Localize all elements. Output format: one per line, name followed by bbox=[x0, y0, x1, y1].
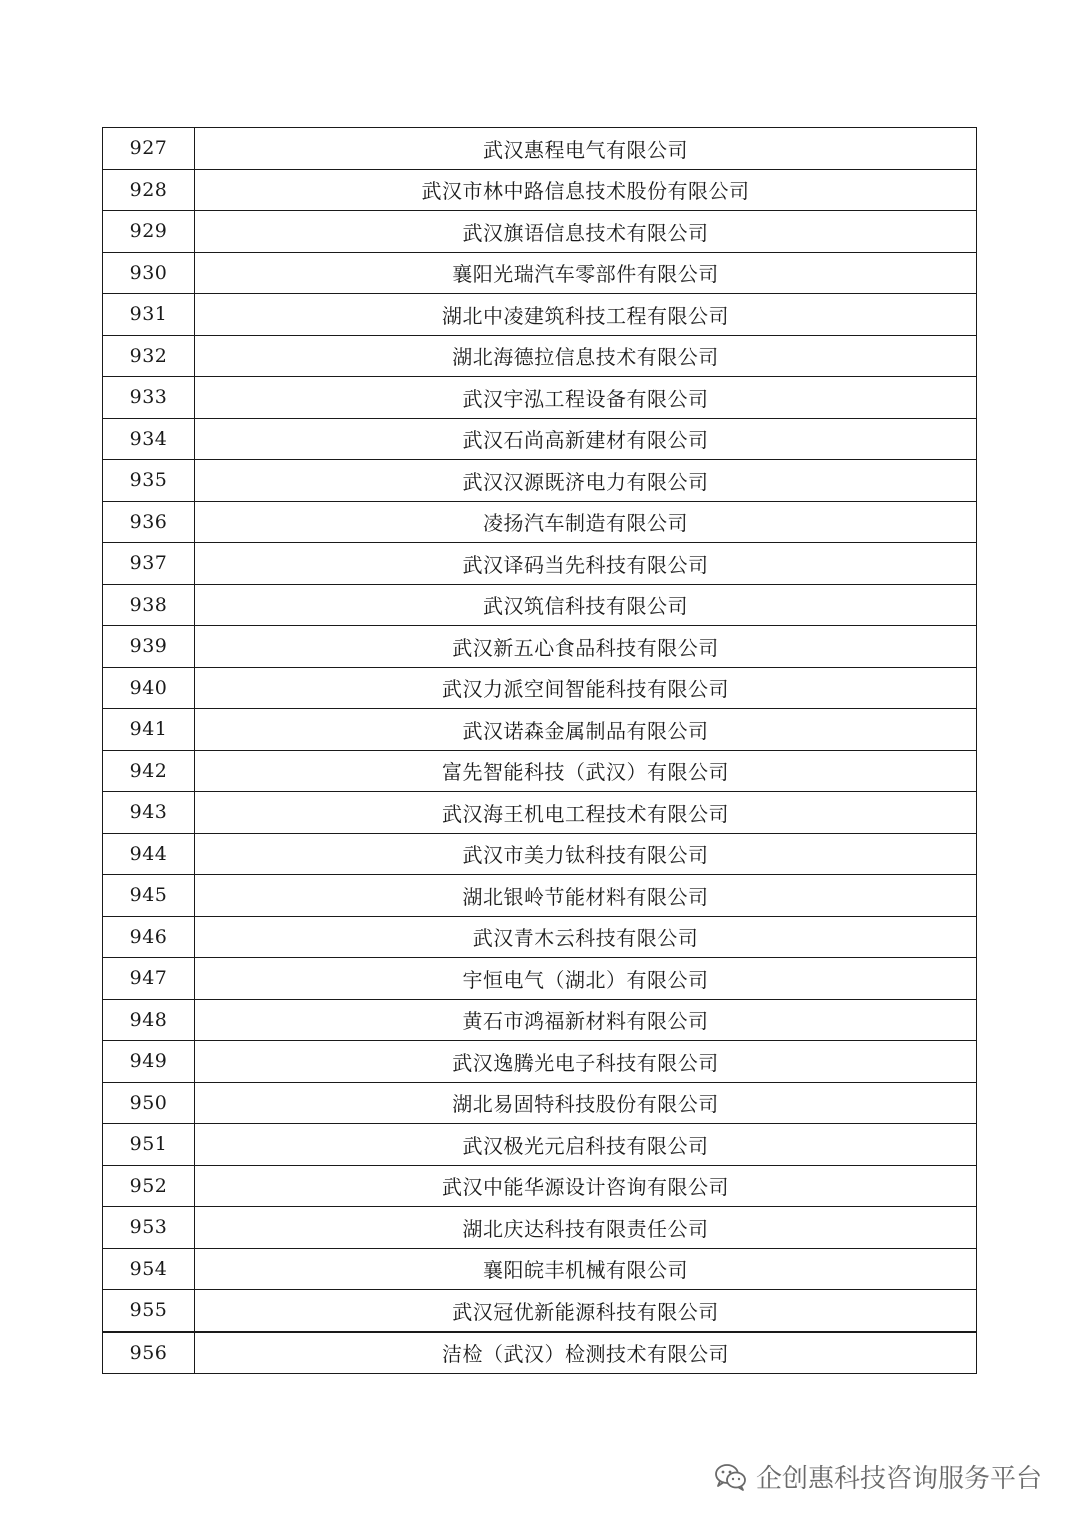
row-number: 946 bbox=[103, 916, 195, 958]
company-name: 武汉宇泓工程设备有限公司 bbox=[195, 377, 977, 419]
row-number: 928 bbox=[103, 169, 195, 211]
row-number: 930 bbox=[103, 252, 195, 294]
company-name: 武汉逸腾光电子科技有限公司 bbox=[195, 1041, 977, 1083]
table-row bbox=[103, 667, 977, 709]
company-name: 武汉惠程电气有限公司 bbox=[195, 128, 977, 170]
table-row bbox=[103, 418, 977, 460]
company-name: 武汉中能华源设计咨询有限公司 bbox=[195, 1165, 977, 1207]
table-row bbox=[103, 833, 977, 875]
row-number: 931 bbox=[103, 294, 195, 336]
table-row bbox=[103, 626, 977, 668]
row-number: 951 bbox=[103, 1124, 195, 1166]
row-number: 932 bbox=[103, 335, 195, 377]
table-row bbox=[103, 1207, 977, 1249]
company-name: 黄石市鸿福新材料有限公司 bbox=[195, 999, 977, 1041]
company-name: 湖北庆达科技有限责任公司 bbox=[195, 1207, 977, 1249]
table-row bbox=[103, 252, 977, 294]
row-number: 929 bbox=[103, 211, 195, 253]
table-row bbox=[103, 999, 977, 1041]
row-number: 945 bbox=[103, 875, 195, 917]
table-row bbox=[103, 1332, 977, 1374]
table-row bbox=[103, 709, 977, 751]
row-number: 936 bbox=[103, 501, 195, 543]
table-row bbox=[103, 294, 977, 336]
table-row bbox=[103, 584, 977, 626]
row-number: 939 bbox=[103, 626, 195, 668]
company-name: 武汉力派空间智能科技有限公司 bbox=[195, 667, 977, 709]
table-row bbox=[103, 1124, 977, 1166]
company-name: 襄阳光瑞汽车零部件有限公司 bbox=[195, 252, 977, 294]
watermark bbox=[714, 1458, 1042, 1495]
company-name: 湖北中凌建筑科技工程有限公司 bbox=[195, 294, 977, 336]
company-name: 宇恒电气（湖北）有限公司 bbox=[195, 958, 977, 1000]
company-name: 湖北易固特科技股份有限公司 bbox=[195, 1082, 977, 1124]
company-list-table bbox=[102, 127, 977, 1374]
row-number: 933 bbox=[103, 377, 195, 419]
table-row bbox=[103, 1041, 977, 1083]
row-number: 943 bbox=[103, 792, 195, 834]
wechat-icon bbox=[714, 1462, 748, 1492]
company-name: 武汉新五心食品科技有限公司 bbox=[195, 626, 977, 668]
row-number: 937 bbox=[103, 543, 195, 585]
row-number: 944 bbox=[103, 833, 195, 875]
row-number: 952 bbox=[103, 1165, 195, 1207]
company-name: 襄阳皖丰机械有限公司 bbox=[195, 1248, 977, 1290]
row-number: 927 bbox=[103, 128, 195, 170]
table-row bbox=[103, 543, 977, 585]
company-name: 武汉旗语信息技术有限公司 bbox=[195, 211, 977, 253]
row-number: 940 bbox=[103, 667, 195, 709]
row-number: 938 bbox=[103, 584, 195, 626]
company-name: 武汉筑信科技有限公司 bbox=[195, 584, 977, 626]
company-name: 武汉诺森金属制品有限公司 bbox=[195, 709, 977, 751]
row-number: 950 bbox=[103, 1082, 195, 1124]
company-name: 武汉市林中路信息技术股份有限公司 bbox=[195, 169, 977, 211]
company-name: 富先智能科技（武汉）有限公司 bbox=[195, 750, 977, 792]
table-row bbox=[103, 1165, 977, 1207]
table-row bbox=[103, 211, 977, 253]
company-name: 武汉海王机电工程技术有限公司 bbox=[195, 792, 977, 834]
company-name: 武汉市美力钛科技有限公司 bbox=[195, 833, 977, 875]
table-row bbox=[103, 1082, 977, 1124]
company-name: 武汉冠优新能源科技有限公司 bbox=[195, 1290, 977, 1332]
row-number: 947 bbox=[103, 958, 195, 1000]
table-row bbox=[103, 460, 977, 502]
table-row bbox=[103, 916, 977, 958]
company-name: 武汉译码当先科技有限公司 bbox=[195, 543, 977, 585]
row-number: 934 bbox=[103, 418, 195, 460]
row-number: 949 bbox=[103, 1041, 195, 1083]
table-row bbox=[103, 792, 977, 834]
company-name: 武汉石尚高新建材有限公司 bbox=[195, 418, 977, 460]
company-name: 凌扬汽车制造有限公司 bbox=[195, 501, 977, 543]
row-number: 954 bbox=[103, 1248, 195, 1290]
table-row bbox=[103, 750, 977, 792]
company-name: 武汉极光元启科技有限公司 bbox=[195, 1124, 977, 1166]
table-row bbox=[103, 128, 977, 170]
row-number: 948 bbox=[103, 999, 195, 1041]
company-name: 湖北海德拉信息技术有限公司 bbox=[195, 335, 977, 377]
table-row bbox=[103, 958, 977, 1000]
company-list-body bbox=[103, 128, 977, 1374]
table-row bbox=[103, 875, 977, 917]
row-number: 942 bbox=[103, 750, 195, 792]
company-name: 湖北银岭节能材料有限公司 bbox=[195, 875, 977, 917]
watermark-text: 企创惠科技咨询服务平台 bbox=[755, 1464, 1042, 1494]
row-number: 953 bbox=[103, 1207, 195, 1249]
table-row bbox=[103, 1290, 977, 1332]
row-number: 935 bbox=[103, 460, 195, 502]
table-row bbox=[103, 335, 977, 377]
row-number: 956 bbox=[103, 1332, 195, 1374]
row-number: 941 bbox=[103, 709, 195, 751]
table-row bbox=[103, 1248, 977, 1290]
row-number: 955 bbox=[103, 1290, 195, 1332]
company-name: 武汉汉源既济电力有限公司 bbox=[195, 460, 977, 502]
company-name: 洁检（武汉）检测技术有限公司 bbox=[195, 1332, 977, 1374]
table-row bbox=[103, 169, 977, 211]
company-name: 武汉青木云科技有限公司 bbox=[195, 916, 977, 958]
table-row bbox=[103, 377, 977, 419]
table-row bbox=[103, 501, 977, 543]
